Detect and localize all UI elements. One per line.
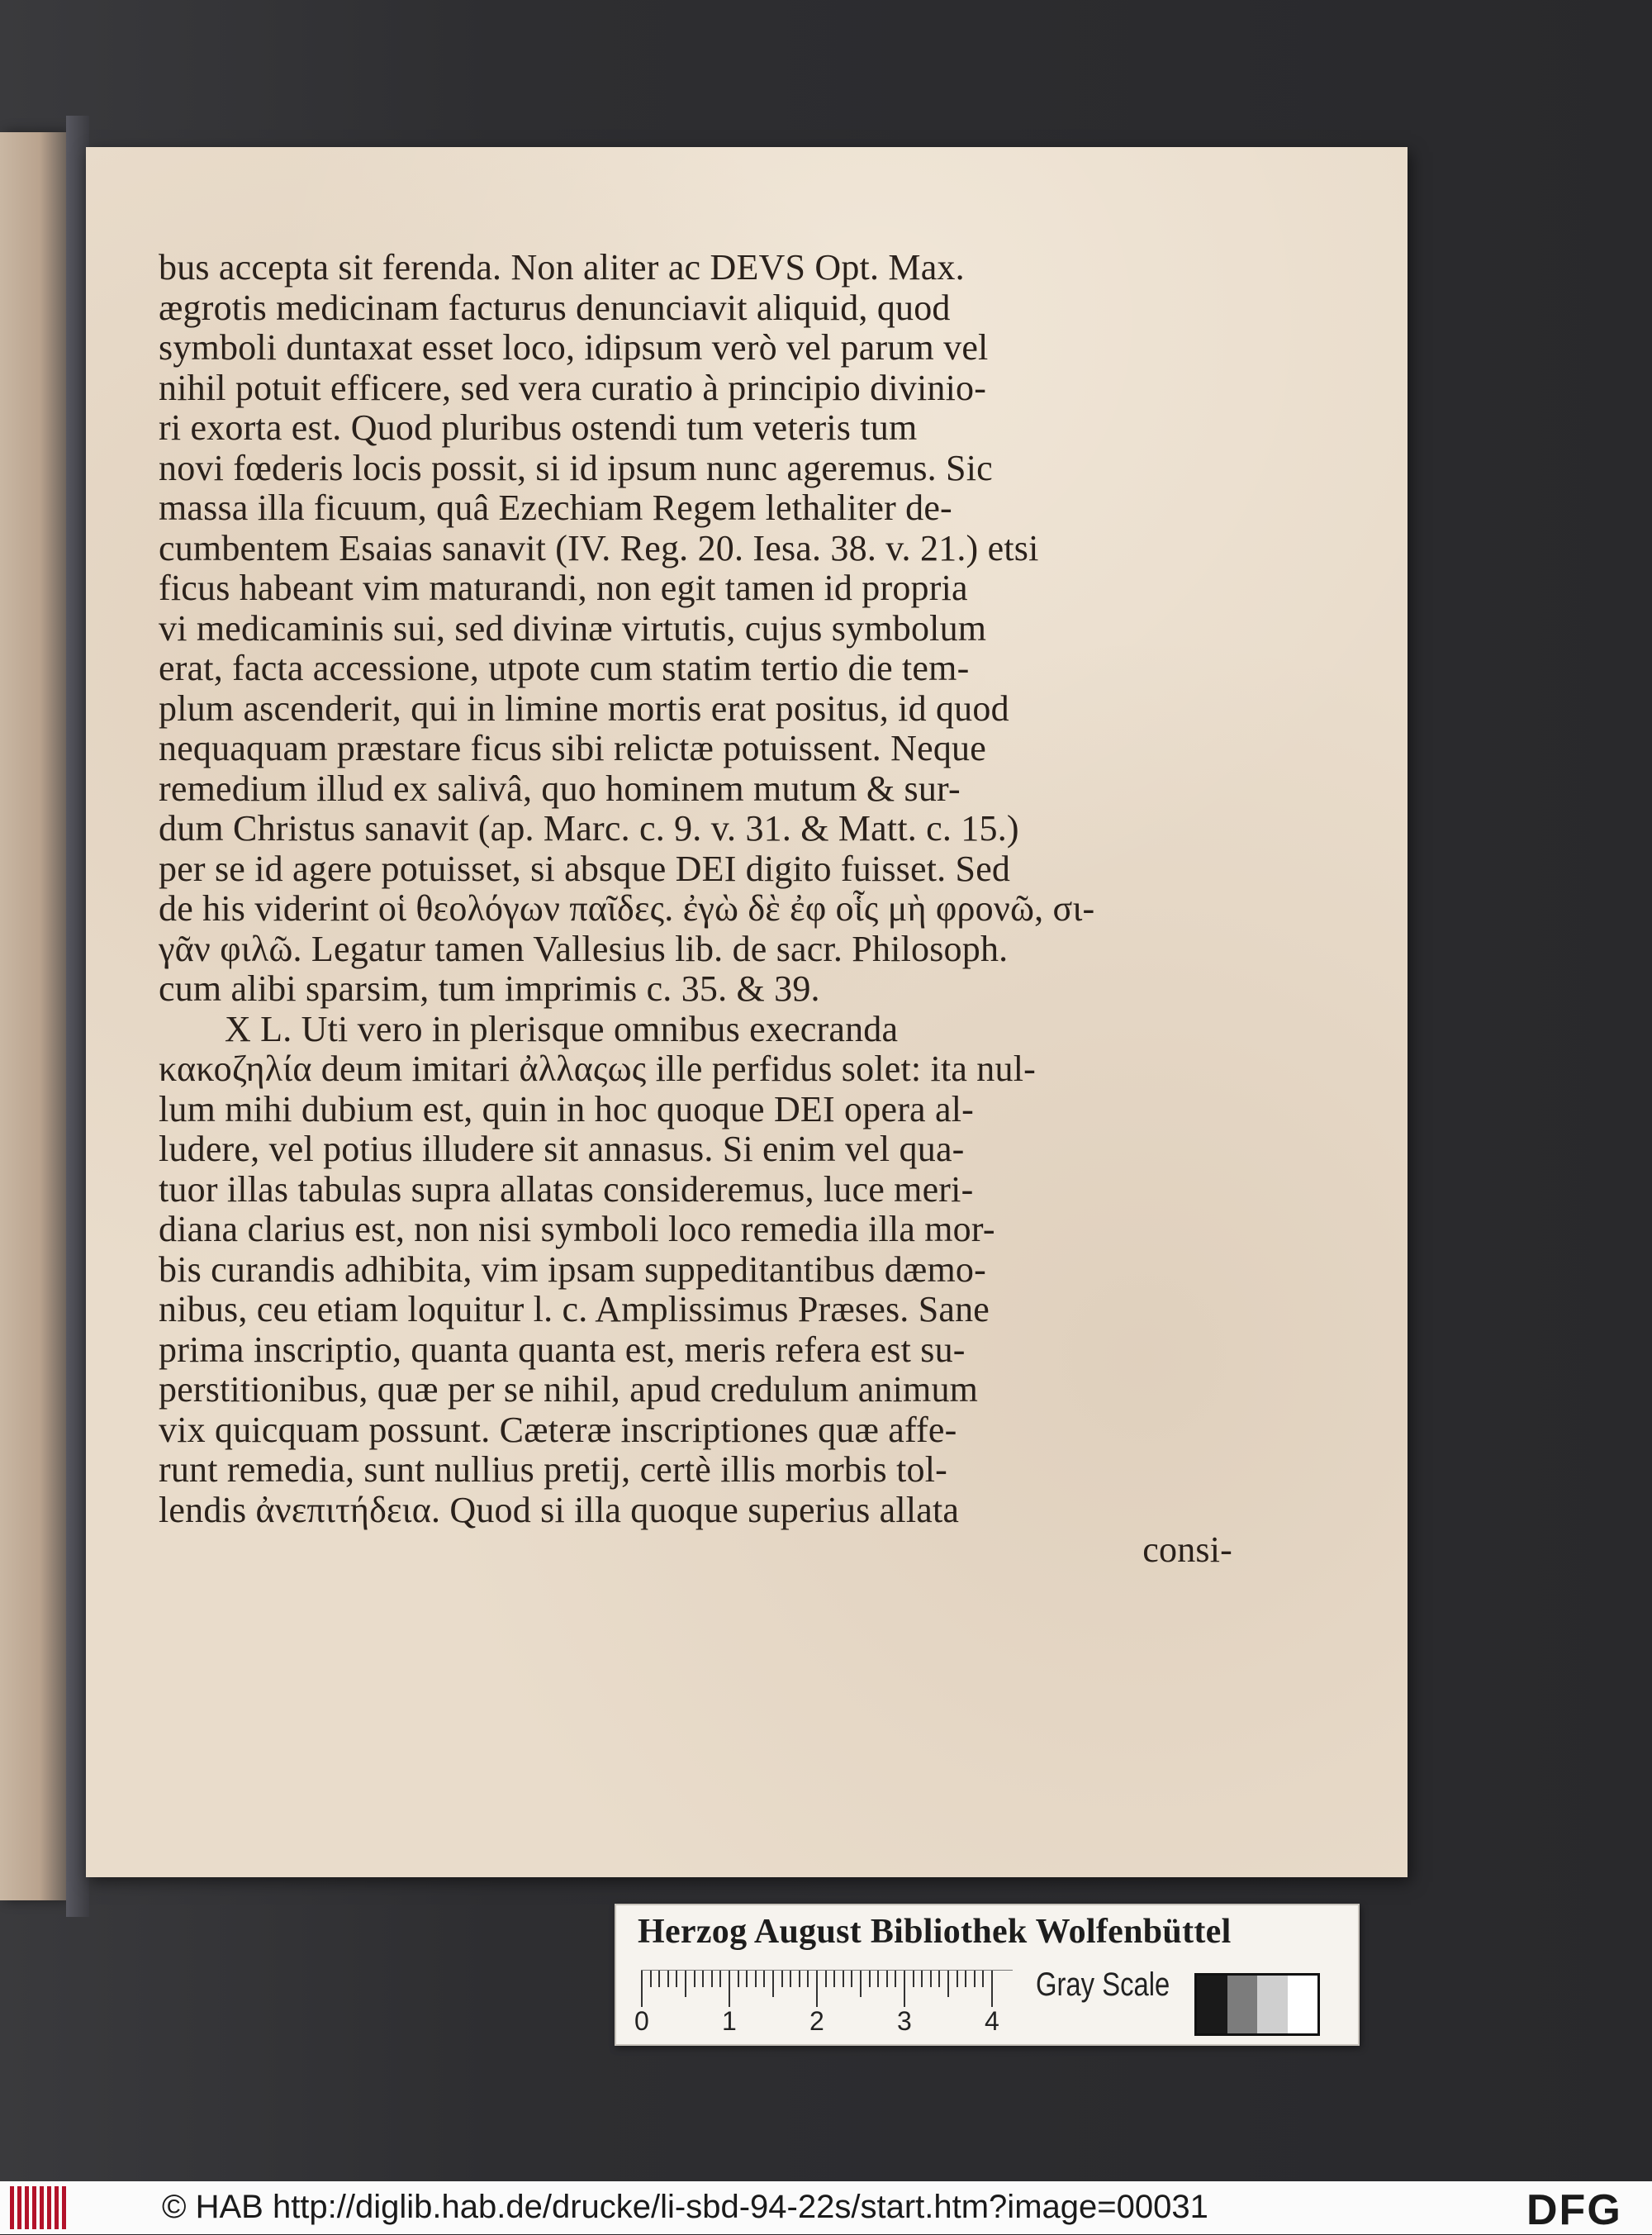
text-line: ludere, vel potius illudere sit annasus. Si enim vel qua- bbox=[159, 1129, 965, 1169]
text-line: lum mihi dubium est, quin in hoc quoque DEI opera al- bbox=[159, 1088, 974, 1129]
text-line: dum Christus sanavit (ap. Marc. c. 9. v. 31. & Matt. c. 15.) bbox=[159, 808, 1019, 849]
ruler-tick bbox=[755, 1971, 757, 1987]
ruler-tick bbox=[641, 1971, 643, 2007]
ruler-number: 2 bbox=[809, 2006, 824, 2036]
ruler-tick bbox=[904, 1971, 905, 2007]
ruler-number: 3 bbox=[897, 2006, 912, 2036]
ruler-tick bbox=[886, 1971, 888, 1987]
gray-patch bbox=[1257, 1976, 1288, 2033]
previous-page-edge bbox=[0, 132, 66, 1900]
text-line: vi medicaminis sui, sed divinæ virtutis, cujus symbolum bbox=[159, 607, 987, 649]
text-line: symboli duntaxat esset loco, idipsum verò vel parum vel bbox=[159, 327, 989, 368]
ruler-tick bbox=[694, 1971, 695, 1987]
text-line: nibus, ceu etiam loquitur l. c. Amplissimus Præses. Sane bbox=[159, 1289, 990, 1329]
gray-scale-label: Gray Scale bbox=[1036, 1966, 1170, 2003]
section-heading-line: X L. Uti vero in plerisque omnibus execranda bbox=[225, 1008, 899, 1049]
book-page bbox=[86, 147, 1408, 1877]
scale-ruler bbox=[641, 1970, 1013, 2009]
ruler-tick bbox=[790, 1971, 791, 1987]
text-line: nihil potuit efficere, sed vera curatio à principio divinio- bbox=[159, 367, 987, 408]
text-line: ægrotis medicinam facturus denunciavit aliquid, quod bbox=[159, 287, 951, 328]
text-line: novi fœderis locis possit, si id ipsum nunc ageremus. Sic bbox=[159, 447, 993, 488]
text-line: bus accepta sit ferenda. Non aliter ac DEVS Opt. Max. bbox=[159, 247, 965, 288]
ruler-tick bbox=[895, 1971, 896, 1987]
ruler-tick bbox=[685, 1971, 686, 1997]
text-line: diana clarius est, non nisi symboli loco remedia illa mor- bbox=[159, 1209, 995, 1249]
gray-patch bbox=[1197, 1976, 1227, 2033]
ruler-tick bbox=[781, 1971, 783, 1987]
ruler-tick bbox=[825, 1971, 827, 1987]
ruler-number: 1 bbox=[722, 2006, 737, 2036]
text-line: ficus habeant vim maturandi, non egit tamen id propria bbox=[159, 568, 968, 608]
ruler-tick bbox=[816, 1971, 818, 2007]
ruler-tick bbox=[877, 1971, 879, 1987]
text-line: tuor illas tabulas supra allatas consideremus, luce meri- bbox=[159, 1168, 974, 1210]
page-text bbox=[159, 248, 1232, 1571]
ruler-tick bbox=[869, 1971, 871, 1987]
gray-patch bbox=[1227, 1976, 1258, 2033]
text-line: γᾶν φιλῶ. Legatur tamen Vallesius lib. de sacr. Philosoph. bbox=[159, 928, 1009, 969]
ruler-tick bbox=[702, 1971, 704, 1987]
ruler-number: 4 bbox=[985, 2006, 999, 2036]
ruler-tick bbox=[667, 1971, 669, 1987]
text-line: lendis ἀνεπιτήδεια. Quod si illa quoque superius allata bbox=[159, 1489, 960, 1530]
text-line: erat, facta accessione, utpote cum statim tertio die tem- bbox=[159, 648, 970, 688]
ruler-tick bbox=[991, 1971, 993, 2007]
gray-scale-patches bbox=[1194, 1973, 1320, 2036]
ruler-tick bbox=[938, 1971, 940, 1987]
ruler-tick bbox=[807, 1971, 809, 1987]
text-line: runt remedia, sunt nullius pretij, certè illis morbis tol- bbox=[159, 1449, 947, 1490]
ruler-tick bbox=[913, 1971, 914, 1987]
ruler-tick bbox=[711, 1971, 713, 1987]
ruler-tick bbox=[746, 1971, 748, 1987]
ruler-tick bbox=[957, 1971, 958, 1987]
text-line: nequaquam præstare ficus sibi relictæ potuissent. Neque bbox=[159, 728, 986, 768]
gray-patch bbox=[1288, 1976, 1318, 2033]
barcode-icon bbox=[10, 2186, 69, 2229]
ruler-tick bbox=[833, 1971, 835, 1987]
text-line: plum ascenderit, qui in limine mortis erat positus, id quod bbox=[159, 687, 1009, 729]
library-name: Herzog August Bibliothek Wolfenbüttel bbox=[638, 1913, 1232, 1951]
ruler-number: 0 bbox=[634, 2006, 649, 2036]
text-line: prima inscriptio, quanta quanta est, meris refera est su- bbox=[159, 1329, 966, 1370]
ruler-numbers bbox=[634, 2006, 1047, 2039]
catchword: consi- bbox=[1142, 1529, 1232, 1570]
text-line: remedium illud ex salivâ, quo hominem mutum & sur- bbox=[159, 768, 961, 809]
ruler-tick bbox=[860, 1971, 862, 1997]
ruler-tick bbox=[982, 1971, 984, 1987]
ruler-tick bbox=[738, 1971, 739, 1987]
footer-permalink[interactable]: © HAB http://diglib.hab.de/drucke/li-sbd-94-22s/start.htm?image=00031 bbox=[162, 2189, 1208, 2225]
text-line: de his viderint οἱ θεολόγων παῖδες. ἐγὼ δὲ ἐφ οἷς μὴ φρονῶ, σι- bbox=[159, 888, 1095, 929]
ruler-tick bbox=[676, 1971, 677, 1987]
text-line: ri exorta est. Quod pluribus ostendi tum veteris tum bbox=[159, 407, 918, 448]
dfg-logo: DFG bbox=[1526, 2186, 1622, 2234]
ruler-tick bbox=[799, 1971, 800, 1987]
text-line: massa illa ficuum, quâ Ezechiam Regem lethaliter de- bbox=[159, 487, 952, 528]
ruler-tick bbox=[719, 1971, 721, 1987]
ruler-tick bbox=[851, 1971, 852, 1987]
text-line: κακοζηλία deum imitari ἀλλαςως ille perfidus solet: ita nul- bbox=[159, 1049, 1036, 1089]
text-line: per se id agere potuisset, si absque DEI digito fuisset. Sed bbox=[159, 848, 1011, 889]
ruler-tick bbox=[965, 1971, 966, 1987]
ruler-tick bbox=[947, 1971, 949, 1997]
color-target-card bbox=[615, 1904, 1360, 2046]
ruler-tick bbox=[974, 1971, 976, 1987]
text-line: vix quicquam possunt. Cæteræ inscriptiones quæ affe- bbox=[159, 1409, 957, 1450]
ruler-tick bbox=[729, 1971, 730, 2007]
text-line: bis curandis adhibita, vim ipsam suppeditantibus dæmo- bbox=[159, 1248, 986, 1290]
text-line: perstitionibus, quæ per se nihil, apud credulum animum bbox=[159, 1369, 979, 1410]
ruler-tick bbox=[650, 1971, 652, 1987]
ruler-tick bbox=[772, 1971, 774, 1997]
ruler-tick bbox=[930, 1971, 932, 1987]
ruler-tick bbox=[763, 1971, 765, 1987]
ruler-tick bbox=[843, 1971, 844, 1987]
ruler-tick bbox=[658, 1971, 660, 1987]
text-line: cumbentem Esaias sanavit (IV. Reg. 20. Iesa. 38. v. 21.) etsi bbox=[159, 527, 1039, 568]
text-line: cum alibi sparsim, tum imprimis c. 35. & 39. bbox=[159, 968, 820, 1009]
ruler-tick bbox=[921, 1971, 923, 1987]
